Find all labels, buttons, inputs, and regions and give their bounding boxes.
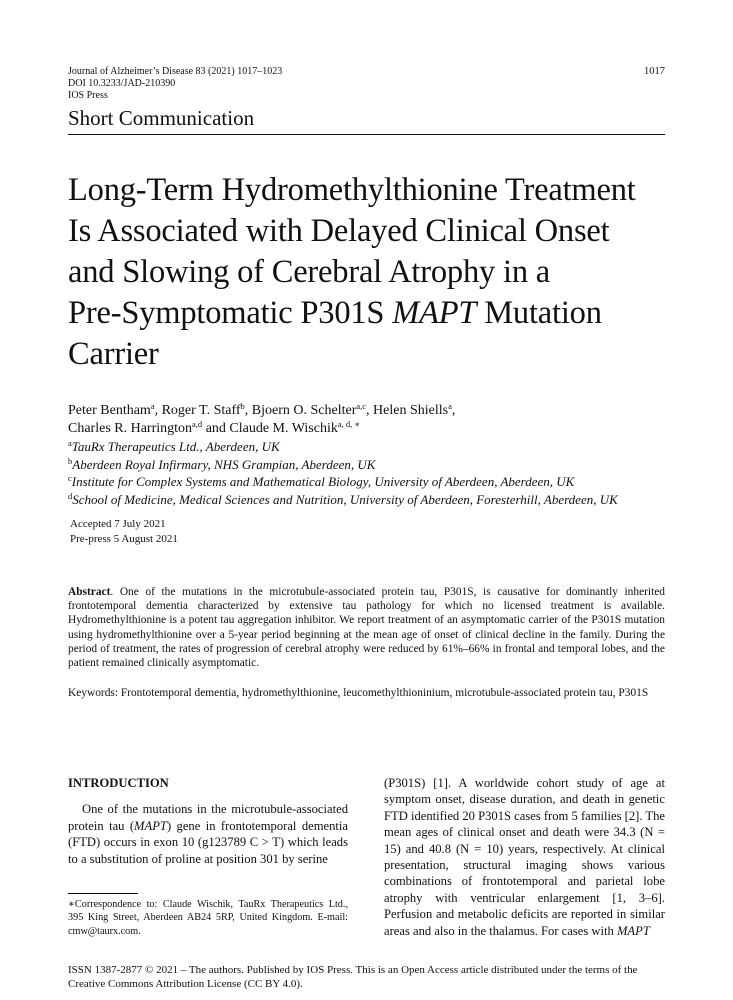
abstract-label: Abstract xyxy=(68,586,111,598)
paragraph: One of the mutations in the microtubule-associated protein tau (MAPT) gene in frontotemporal dementia (FTD) occurs in exon 10 (g123789 C > T) which leads to a substitution of proline at position 301 by serine xyxy=(68,802,348,866)
affiliation: $^c$Institute for Complex Systems and Mathematical Biology, University of Aberdeen, Aberdeen, UK xyxy=(68,473,575,489)
author-block xyxy=(68,402,668,508)
title-line: and Slowing of Cerebral Atrophy in a xyxy=(68,254,551,290)
footnote-divider xyxy=(68,893,138,894)
doi[interactable]: DOI 10.3233/JAD-210390 xyxy=(68,78,176,89)
title-line: Long-Term Hydromethylthionine Treatment xyxy=(68,172,636,208)
abstract-text: . One of the mutations in the microtubule-associated protein tau, P301S, is causative for dominantly inherited frontotemporal dementia characterized by extensive tau pathology for which no licensed treatment is available. Hydromethylthionine is a potent tau aggregation inhibitor. We report treatment of an asymptomatic carrier of the P301S mutation using hydromethylthionine over a 5-year period beginning at the mean age of onset of clinical decline in the family. During the period of treatment, the rates of progression of cerebral atrophy were reduced by 61%–66% in frontal and temporal lobes, and the patient remained clinically asymptomatic. xyxy=(68,586,665,670)
accepted-date: Accepted 7 July 2021 xyxy=(70,518,166,530)
title-text: Pre-Symptomatic P301S xyxy=(68,295,393,331)
section-label: Short Communication xyxy=(68,106,255,130)
journal-citation: Journal of Alzheimer’s Disease 83 (2021) 1017–1023 xyxy=(68,66,283,77)
title-line xyxy=(68,293,678,334)
affiliation: $^a$TauRx Therapeutics Ltd., Aberdeen, UK xyxy=(68,438,280,454)
affiliation: $^b$Aberdeen Royal Infirmary, NHS Grampian, Aberdeen, UK xyxy=(68,455,376,472)
correspondence-footnote: ∗Correspondence to: Claude Wischik, TauRx Therapeutics Ltd., 395 King Street, Aberdeen AB24 5RP, United Kingdom. E-mail: cmw@taurx.com. xyxy=(68,899,348,937)
author[interactable]: Helen Shiells$^a$ xyxy=(373,401,452,418)
publication-dates xyxy=(70,517,178,547)
left-column xyxy=(68,775,348,867)
page-number: 1017 xyxy=(644,66,665,77)
prepress-date: Pre-press 5 August 2021 xyxy=(70,533,178,545)
paragraph: (P301S) [1]. A worldwide cohort study of age at symptom onset, disease duration, and death in genetic FTD identified 20 P301S cases from 5 families [2]. The mean ages of clinical onset and death were 34.3 (N = 15) and 40.8 (N = 10) years, respectively. At clinical presentation, structural imaging shows various combinations of frontotemporal and parietal lobe atrophy with ventricular enlargement [1, 3–6]. Perfusion and metabolic deficits are reported in similar areas and also in the thalamus. For cases with MAPT xyxy=(384,776,665,938)
journal-header xyxy=(68,66,282,102)
author[interactable]: Claude M. Wischik$^{a, d, ∗}$ xyxy=(229,419,361,436)
section-divider xyxy=(68,134,665,135)
title-gene-italic: MAPT xyxy=(392,295,477,331)
author[interactable]: Peter Bentham$^a$ xyxy=(68,401,155,418)
title-line: Carrier xyxy=(68,336,159,372)
gene-italic: MAPT xyxy=(616,923,650,938)
title-line: Is Associated with Delayed Clinical Onset xyxy=(68,213,610,249)
keywords: Keywords: Frontotemporal dementia, hydromethylthionine, leucomethylthioninium, microtubule-associated protein tau, P301S xyxy=(68,687,649,699)
article-title xyxy=(68,170,678,375)
publisher: IOS Press xyxy=(68,90,108,101)
section-heading: INTRODUCTION xyxy=(68,776,169,790)
author[interactable]: Bjoern O. Schelter$^{a,c}$ xyxy=(251,401,367,418)
author[interactable]: Charles R. Harrington$^{a,d}$ xyxy=(68,419,203,436)
gene-italic: MAPT xyxy=(134,818,167,833)
author-list: Peter Bentham$^a$, Roger T. Staff$^b$, Bjoern O. Schelter$^{a,c}$, Helen Shiells$^a$, Charles R. Harrington$^{a,d}$ and Claude M. Wischik$^{a, d, ∗}$ xyxy=(68,401,456,436)
license-notice: ISSN 1387-2877 © 2021 – The authors. Published by IOS Press. This is an Open Access article distributed under the terms of the Creative Commons Attribution License (CC BY 4.0). xyxy=(68,964,638,990)
right-column xyxy=(384,775,665,939)
affiliation: $^d$School of Medicine, Medical Sciences and Nutrition, University of Aberdeen, Foresterhill, Aberdeen, UK xyxy=(68,490,618,507)
title-text: Mutation xyxy=(476,295,602,331)
abstract xyxy=(68,585,665,670)
author[interactable]: Roger T. Staff$^b$ xyxy=(161,401,245,418)
